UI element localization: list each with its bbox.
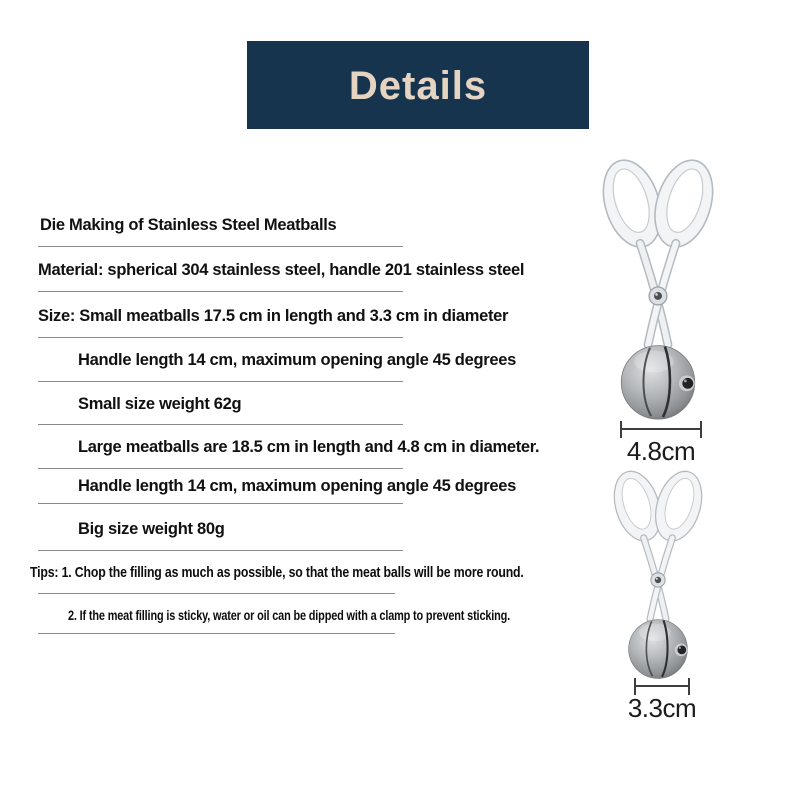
divider-line: [38, 291, 403, 292]
divider-line: [38, 550, 403, 551]
spec-handle-large: Handle length 14 cm, maximum opening angle 45 degrees: [78, 477, 516, 495]
large-clamp-diameter-label: 4.8cm: [626, 436, 696, 466]
spec-size-small: Size: Small meatballs 17.5 cm in length and 3.3 cm in diameter: [38, 307, 509, 325]
spec-material: Material: spherical 304 stainless steel, handle 201 stainless steel: [38, 261, 525, 279]
large-clamp-diameter-measure: [620, 421, 702, 466]
spec-weight-large: Big size weight 80g: [78, 520, 225, 538]
small-clamp-diameter-measure: [627, 678, 697, 723]
details-banner: [247, 41, 589, 129]
divider-line: [38, 337, 403, 338]
meatball-clamp-icon: [602, 468, 714, 684]
divider-line: [38, 468, 403, 469]
divider-line: [38, 503, 403, 504]
divider-line: [38, 424, 403, 425]
small-clamp-product-image: [602, 468, 714, 684]
divider-line: [38, 381, 403, 382]
divider-line: [38, 593, 395, 594]
large-clamp-product-image: [588, 156, 728, 426]
tip-1: Tips: 1. Chop the filling as much as possible, so that the meat balls will be more round.: [30, 564, 524, 581]
spec-handle-small: Handle length 14 cm, maximum opening angle 45 degrees: [78, 351, 516, 369]
banner-title: Details: [348, 64, 488, 108]
spec-size-large: Large meatballs are 18.5 cm in length and 4.8 cm in diameter.: [78, 438, 540, 456]
small-clamp-diameter-label: 3.3cm: [627, 693, 697, 723]
divider-line: [38, 633, 395, 634]
spec-title: Die Making of Stainless Steel Meatballs: [40, 216, 337, 234]
meatball-clamp-icon: [588, 156, 728, 426]
divider-line: [38, 246, 403, 247]
tip-2: 2. If the meat filling is sticky, water or oil can be dipped with a clamp to prevent sticking.: [68, 607, 511, 623]
spec-weight-small: Small size weight 62g: [78, 395, 242, 413]
